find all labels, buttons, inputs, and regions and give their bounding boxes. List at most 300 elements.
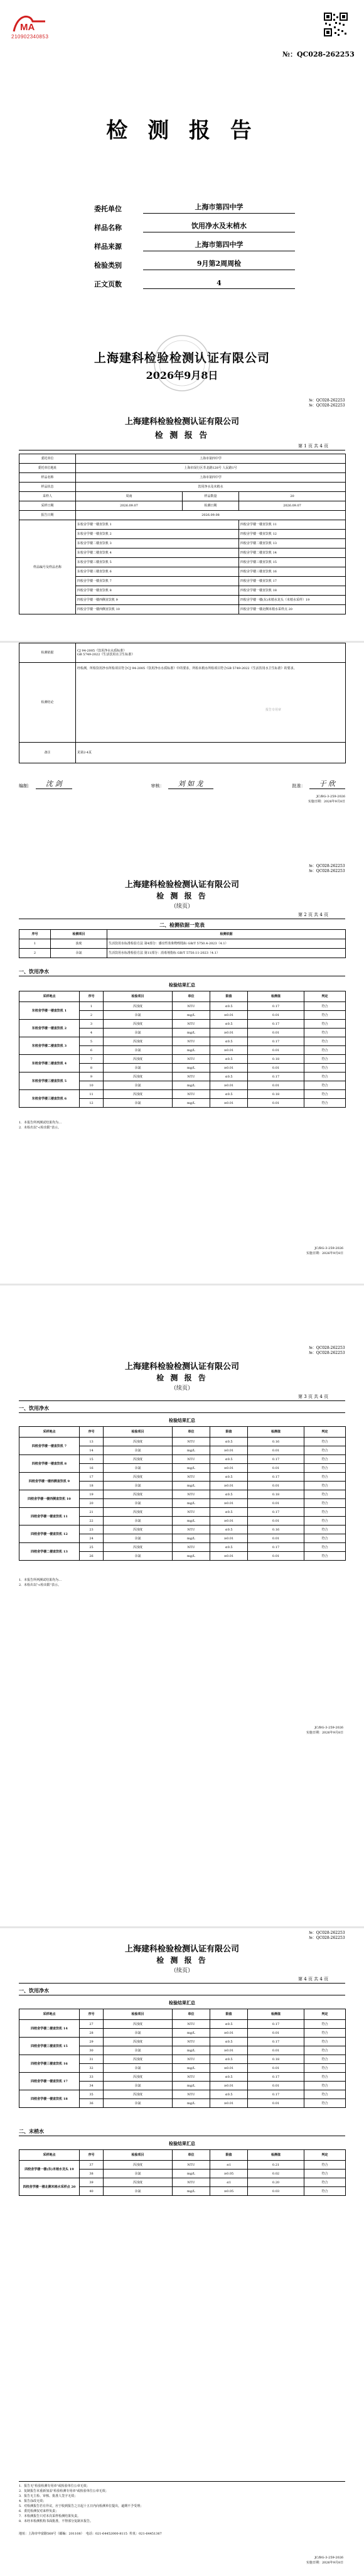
result-cell: 23: [80, 1525, 104, 1534]
report-page-4: [0, 1928, 364, 2576]
result-cell: 符合: [304, 2029, 346, 2038]
result-cell: 浑浊度: [104, 2055, 173, 2064]
result-cell: 符合: [304, 2099, 346, 2108]
result-cell: NTU: [173, 1072, 210, 1081]
result-cell: ≥0.01: [210, 1482, 248, 1490]
result-cell: ≤0.5: [210, 1490, 248, 1499]
result-cell: 0.17: [248, 1002, 304, 1011]
sample-location: 四校舍学楼一楼直饮机 12: [19, 1525, 80, 1543]
result-cell: ≤0.5: [210, 1508, 248, 1517]
report-number: №：QC028-262253: [282, 50, 355, 58]
result-cell: NTU: [173, 1473, 210, 1482]
result-cell: ≤0.5: [210, 1438, 248, 1446]
result-cell: 符合: [304, 1525, 346, 1534]
result-cell: 0.18: [248, 1090, 304, 1099]
conclusion-label: 检测结论: [19, 663, 76, 743]
result-cell: NTU: [173, 2055, 210, 2064]
sample-location: 四校舍学楼一楼(东)末梢水龙头 19: [19, 2161, 80, 2178]
basis-conclusion-table: [19, 643, 346, 763]
result-cell: mg/L: [173, 1029, 210, 1037]
result-cell: 22: [80, 1517, 104, 1525]
cover-row-value: 上海市第四中学: [143, 202, 295, 214]
result-cell: 余氯: [104, 1081, 173, 1090]
result-cell: ≤0.5: [210, 1002, 248, 1011]
result-cell: 0.02: [248, 2169, 304, 2178]
result-cell: 浑浊度: [104, 2073, 173, 2082]
result-cell: 15: [80, 1455, 104, 1464]
table-row: [19, 2020, 346, 2029]
result-cell: 37: [80, 2161, 104, 2169]
sample-name: 四校舍学楼一楼直饮机 8: [76, 586, 239, 596]
results-header-row: [19, 2009, 346, 2020]
result-cell: 21: [80, 1508, 104, 1517]
info-label: 报告日期: [19, 511, 76, 520]
result-cell: ≥0.01: [210, 2046, 248, 2055]
result-cell: ≤0.5: [210, 1020, 248, 1029]
info-row: [19, 492, 346, 501]
result-cell: 32: [80, 2064, 104, 2073]
cover-row-label: 样品来源: [94, 243, 122, 251]
result-cell: 11: [80, 1090, 104, 1099]
table-row: [19, 1438, 346, 1446]
result-cell: 余氯: [104, 1046, 173, 1055]
result-cell: 符合: [304, 2055, 346, 2064]
signature-name: 沈 剑: [36, 778, 72, 789]
results-header: 限值: [210, 2009, 248, 2020]
result-cell: 0.17: [248, 1455, 304, 1464]
result-cell: 25: [80, 1543, 104, 1552]
info-row: [19, 454, 346, 464]
cover-date: 2026年9月8日: [146, 369, 218, 381]
cover-row-value: 饮用净水及末梢水: [143, 221, 295, 232]
basis-header: 序号: [19, 930, 51, 939]
result-cell: 17: [80, 1473, 104, 1482]
report-subtitle-4: 检 测 报 告: [156, 1956, 208, 1965]
results-header: 判定: [304, 1427, 346, 1438]
result-cell: 30: [80, 2046, 104, 2055]
result-cell: 36: [80, 2099, 104, 2108]
result-cell: 0.17: [248, 2020, 304, 2029]
org-header-4: 上海建科检验检测认证有限公司: [124, 1945, 239, 1954]
result-cell: 符合: [304, 2064, 346, 2073]
sample-name: 四校舍学楼三楼直饮机 15: [239, 558, 346, 567]
result-cell: mg/L: [173, 2046, 210, 2055]
sample-name: 四校舍学楼一楼直饮机 7: [76, 577, 239, 586]
results-header: 采样地点: [19, 2150, 80, 2161]
samples-label: 样品编号及样品名称: [19, 520, 76, 614]
result-cell: 14: [80, 1446, 104, 1455]
result-cell: 0.17: [248, 1020, 304, 1029]
statement-item: 5．对检测报告若有异议，应于收到报告之日起十五日内向检测单位提出，逾期不予受理；: [19, 2504, 144, 2508]
result-cell: 8: [80, 1064, 104, 1072]
result-cell: 符合: [304, 1081, 346, 1090]
result-cell: 0.17: [248, 1072, 304, 1081]
result-cell: 26: [80, 1552, 104, 1561]
result-cell: NTU: [173, 1543, 210, 1552]
result-cell: 0.01: [248, 2082, 304, 2090]
result-cell: ≥0.01: [210, 1099, 248, 1108]
result-cell: NTU: [173, 2161, 210, 2169]
qr-code-icon: [324, 13, 348, 36]
table-row: [19, 1455, 346, 1464]
sample-name: 四校舍学楼一楼直饮机 17: [239, 577, 346, 586]
result-cell: NTU: [173, 1455, 210, 1464]
result-cell: 符合: [304, 1099, 346, 1108]
sample-name: 四校舍学楼一楼北侧末梢水采样点 20: [239, 605, 346, 614]
info-value: 上海市第四中学: [76, 473, 346, 483]
statement-item: 2．复制报告未重新加盖"检验检测专用章"或检验单位公章无效；: [19, 2489, 109, 2493]
results-header-row: [19, 991, 346, 1002]
contact-block: 地址：上海市申富路568号（邮编：201108） 电话：021-64452000-8115 传真：021-64451367: [19, 2532, 162, 2536]
result-cell: 浑浊度: [104, 2038, 173, 2046]
result-cell: ≤0.5: [210, 1072, 248, 1081]
results-header: 单位: [173, 1427, 210, 1438]
report-subtitle-3: 检 测 报 告: [156, 1373, 208, 1382]
result-cell: ≤0.5: [210, 1090, 248, 1099]
results-table-title-3: 检验结果汇总: [169, 1417, 195, 1423]
info-label: 委托单位: [19, 454, 76, 464]
basis-table-row: [19, 939, 346, 949]
info-value: 饮用净水及末梢水: [76, 483, 346, 492]
result-cell: ≤0.5: [210, 1455, 248, 1464]
info-label: 检测日期: [183, 501, 239, 511]
cover-row-label: 样品名称: [94, 224, 122, 232]
info-label: 样品数量: [183, 492, 239, 501]
result-cell: NTU: [173, 2038, 210, 2046]
table-row: [19, 2038, 346, 2046]
result-cell: NTU: [173, 1508, 210, 1517]
basis-standard: CJ 94-2005《饮用净水水质标准》: [77, 649, 127, 653]
result-cell: 9: [80, 1072, 104, 1081]
results-header-row: [19, 1427, 346, 1438]
notes-2: 1．本报告所列测试结果均为… 2．未检出以"<检出限"表示。: [19, 1121, 62, 1130]
result-cell: ≥0.01: [210, 1517, 248, 1525]
basis-table: [19, 929, 346, 958]
result-cell: ≥0.01: [210, 1064, 248, 1072]
results-header: 判定: [304, 2150, 346, 2161]
result-cell: mg/L: [173, 1464, 210, 1473]
table-row: [19, 2055, 346, 2064]
result-cell: ≤0.5: [210, 2090, 248, 2099]
sample-row: [19, 520, 346, 530]
report-subtitle-2: 检 测 报 告: [156, 892, 208, 900]
result-cell: 0.17: [248, 2090, 304, 2099]
results-header: 检测值: [248, 2009, 304, 2020]
result-cell: 0.16: [248, 1438, 304, 1446]
sample-location: 东校舍学楼二楼直饮机 3: [19, 1037, 80, 1055]
results-header: 限值: [210, 2150, 248, 2161]
note-row: [19, 743, 346, 763]
result-cell: 符合: [304, 1029, 346, 1037]
continued-label-2: （续页）: [170, 903, 193, 910]
sample-name: 四校舍学楼二楼直饮机 14: [239, 548, 346, 558]
result-cell: 浑浊度: [104, 1490, 173, 1499]
result-cell: mg/L: [173, 2169, 210, 2178]
sample-location: 四校舍学楼一楼北侧末梢水采样点 20: [19, 2178, 80, 2196]
result-cell: 0.01: [248, 2029, 304, 2038]
result-cell: ≤0.5: [210, 1055, 248, 1064]
info-label: 样品名称: [19, 473, 76, 483]
sample-location: 东校舍学楼三楼直饮机 5: [19, 1072, 80, 1090]
result-cell: 浑浊度: [104, 1020, 173, 1029]
basis-cell: 生活饮用水标准检验方法 第11部分：消毒剂指标 GB/T 5750.11-2023（4.1）: [107, 949, 346, 958]
result-cell: mg/L: [173, 1499, 210, 1508]
page-counter: 第 1 页 共 4 页: [298, 444, 329, 449]
result-cell: 0.18: [248, 1490, 304, 1499]
result-cell: mg/L: [173, 2099, 210, 2108]
cover-page: [0, 0, 364, 641]
results-header-row: [19, 2150, 346, 2161]
result-cell: 浑浊度: [104, 1455, 173, 1464]
result-cell: 33: [80, 2073, 104, 2082]
results-table-title-4: 检验结果汇总: [169, 2000, 195, 2006]
result-cell: ≥0.01: [210, 1552, 248, 1561]
result-cell: 0.01: [248, 1081, 304, 1090]
result-cell: 符合: [304, 1072, 346, 1081]
info-value: 2026.09.08: [76, 511, 346, 520]
result-cell: 0.17: [248, 1508, 304, 1517]
info-value: 20: [239, 492, 346, 501]
result-cell: 28: [80, 2029, 104, 2038]
result-cell: 浑浊度: [104, 2090, 173, 2099]
result-cell: 符合: [304, 1046, 346, 1055]
table-row: [19, 2073, 346, 2082]
page-counter-2: 第 2 页 共 4 页: [298, 912, 329, 917]
result-cell: mg/L: [173, 1046, 210, 1055]
result-cell: 符合: [304, 2046, 346, 2055]
results-header: 限值: [210, 991, 248, 1002]
result-cell: 19: [80, 1490, 104, 1499]
sample-location: 东校舍学楼一楼直饮机 2: [19, 1020, 80, 1037]
svg-text:MA: MA: [20, 22, 35, 33]
result-cell: NTU: [173, 2073, 210, 2082]
cover-info-list: [94, 195, 295, 289]
result-cell: 35: [80, 2090, 104, 2099]
result-cell: 10: [80, 1081, 104, 1090]
result-cell: 0.01: [248, 1482, 304, 1490]
result-cell: 0.01: [248, 1046, 304, 1055]
result-cell: 0.17: [248, 1473, 304, 1482]
continued-label-3: （续页）: [170, 1385, 193, 1392]
section-title-3: 一、饮用净水: [19, 1405, 49, 1411]
result-cell: 符合: [304, 1534, 346, 1543]
statement-item: 6．委托检测仅对来样负责；: [19, 2509, 59, 2513]
continued-label-4: （续页）: [170, 1968, 193, 1974]
result-cell: 符合: [304, 2161, 346, 2169]
result-cell: NTU: [173, 1002, 210, 1011]
info-row: [19, 483, 346, 492]
cma-logo-icon: [11, 13, 48, 34]
report-no-block-4: №：QC028-262253 №：QC028-262253: [309, 1931, 345, 1940]
result-cell: 符合: [304, 2187, 346, 2196]
info-row: [19, 464, 346, 473]
conclusion-row: [19, 663, 346, 743]
result-cell: ≤1: [210, 2161, 248, 2169]
report-no-block: №：QC028-262253 №：QC028-262253: [309, 398, 345, 408]
signature-block: [19, 778, 72, 789]
result-cell: 0.17: [248, 2073, 304, 2082]
results-header: 单位: [173, 2009, 210, 2020]
result-cell: NTU: [173, 1090, 210, 1099]
info-label: 样品状态: [19, 483, 76, 492]
result-cell: 符合: [304, 1490, 346, 1499]
result-cell: 余氯: [104, 1482, 173, 1490]
cover-row: [94, 195, 295, 214]
result-cell: 浑浊度: [104, 1525, 173, 1534]
result-cell: NTU: [173, 2020, 210, 2029]
sample-location: 四校舍学楼一楼直饮机 17: [19, 2073, 80, 2090]
result-cell: 4: [80, 1029, 104, 1037]
result-cell: 24: [80, 1534, 104, 1543]
statement-item: 8．未经本检测机构书面批准，不得部分复制本报告。: [19, 2519, 94, 2523]
report-subtitle: 检 测 报 告: [154, 431, 210, 440]
result-cell: 27: [80, 2020, 104, 2029]
result-cell: mg/L: [173, 1482, 210, 1490]
signature-block: [292, 778, 346, 789]
cover-row-value: 4: [143, 279, 295, 289]
result-cell: mg/L: [173, 2064, 210, 2073]
info-value: 上海市第四中学: [76, 454, 346, 464]
info-value: 2026.09.07: [76, 501, 183, 511]
result-cell: NTU: [173, 1438, 210, 1446]
result-cell: 符合: [304, 2178, 346, 2187]
table-row: [19, 1020, 346, 1029]
cover-row: [94, 251, 295, 270]
results-header: 检验项目: [104, 2009, 173, 2020]
table-row: [19, 2090, 346, 2099]
sample-name: 东校舍学楼一楼直饮机 2: [76, 530, 239, 539]
result-cell: 符合: [304, 2090, 346, 2099]
result-cell: 5: [80, 1037, 104, 1046]
info-value: 上海市闵行区莘北路128号 人民路1号: [76, 464, 346, 473]
sample-location: 东校舍学楼三楼直饮机 6: [19, 1090, 80, 1108]
statement-item: 3．报告无主检、审核、批准人签字无效；: [19, 2494, 78, 2498]
basis-table-title: 二、检测依据一览表: [159, 922, 205, 928]
sample-location: 东校舍学楼二楼直饮机 4: [19, 1055, 80, 1072]
result-cell: 符合: [304, 1508, 346, 1517]
result-cell: 符合: [304, 2020, 346, 2029]
results-header: 检验项目: [104, 991, 173, 1002]
table-row: [19, 1508, 346, 1517]
result-cell: NTU: [173, 2090, 210, 2099]
result-cell: 0.01: [248, 1552, 304, 1561]
results-header: 序号: [80, 2009, 104, 2020]
result-cell: 浑浊度: [104, 2178, 173, 2187]
basis-label: 检测依据: [19, 643, 76, 663]
result-cell: 34: [80, 2082, 104, 2090]
result-cell: 余氯: [104, 2029, 173, 2038]
result-cell: NTU: [173, 1525, 210, 1534]
signature-block: [151, 778, 213, 789]
result-cell: mg/L: [173, 1064, 210, 1072]
result-cell: 符合: [304, 1446, 346, 1455]
stamp-label: 报告专用章: [265, 708, 282, 712]
statements-list: [19, 2484, 345, 2524]
results-table-end-water: [19, 2149, 346, 2196]
results-header: 单位: [173, 2150, 210, 2161]
result-cell: 符合: [304, 1002, 346, 1011]
result-cell: ≥0.05: [210, 2169, 248, 2178]
result-cell: 6: [80, 1046, 104, 1055]
results-header: 序号: [80, 1427, 104, 1438]
result-cell: 符合: [304, 1055, 346, 1064]
basis-table-row: [19, 949, 346, 958]
result-cell: mg/L: [173, 2187, 210, 2196]
result-cell: 0.18: [248, 1055, 304, 1064]
sample-name: 东校舍学楼一楼直饮机 1: [76, 520, 239, 530]
cover-row-label: 委托单位: [94, 205, 122, 213]
result-cell: ≤0.5: [210, 2073, 248, 2082]
result-cell: 余氯: [104, 2082, 173, 2090]
sample-location: 四校舍学楼一楼直饮机 7: [19, 1438, 80, 1455]
result-cell: 符合: [304, 1517, 346, 1525]
info-value: 2026.09.07: [239, 501, 346, 511]
page-counter-3: 第 3 页 共 4 页: [298, 1394, 329, 1399]
basis-cell: 生活饮用水标准检验方法 第4部分：感官性状和物理指标 GB/T 5750.4-2023（4.1）: [107, 939, 346, 949]
basis-cell: 浊度: [51, 939, 107, 949]
result-cell: 0.01: [248, 1517, 304, 1525]
sample-location: 四校舍学楼一楼西侧直饮机 10: [19, 1490, 80, 1508]
result-cell: 0.01: [248, 1029, 304, 1037]
sample-name: 四校舍学楼三楼直饮机 16: [239, 567, 346, 577]
result-cell: mg/L: [173, 1011, 210, 1020]
basis-header: 检测项目: [51, 930, 107, 939]
result-cell: 0.16: [248, 1525, 304, 1534]
stamp-icon: [151, 332, 213, 395]
result-cell: 余氯: [104, 1446, 173, 1455]
results-header: 采样地点: [19, 991, 80, 1002]
conclusion-value: [76, 663, 346, 743]
sample-name: 四校舍学楼一楼直饮机 18: [239, 586, 346, 596]
result-cell: mg/L: [173, 1552, 210, 1561]
result-cell: 39: [80, 2178, 104, 2187]
result-cell: 0.01: [248, 1064, 304, 1072]
results-header: 检验项目: [104, 2150, 173, 2161]
result-cell: 16: [80, 1464, 104, 1473]
results-header: 单位: [173, 991, 210, 1002]
report-title: 检 测 报 告: [106, 118, 258, 143]
info-value: 周南: [76, 492, 183, 501]
result-cell: NTU: [173, 2178, 210, 2187]
basis-row: [19, 643, 346, 663]
basis-value: [76, 643, 346, 663]
cover-row-value: 上海市第四中学: [143, 239, 295, 251]
result-cell: NTU: [173, 1037, 210, 1046]
result-cell: ≥0.01: [210, 1534, 248, 1543]
result-cell: 符合: [304, 1037, 346, 1046]
report-page-3: [0, 1285, 364, 1926]
cma-code: 210902340853: [11, 34, 49, 40]
org-header-2: 上海建科检验检测认证有限公司: [124, 880, 239, 890]
result-cell: ≤0.5: [210, 2038, 248, 2046]
results-header: 检测值: [248, 1427, 304, 1438]
results-header: 检验项目: [104, 1427, 173, 1438]
result-cell: ≥0.01: [210, 1499, 248, 1508]
cover-row-label: 检验类别: [94, 261, 122, 270]
note-label: 备注: [19, 743, 76, 763]
sample-name: 四校舍学楼二楼直饮机 13: [239, 539, 346, 548]
results-header: 检测值: [248, 2150, 304, 2161]
result-cell: 符合: [304, 1438, 346, 1446]
result-cell: 浑浊度: [104, 1090, 173, 1099]
result-cell: ≥0.01: [210, 2099, 248, 2108]
result-cell: mg/L: [173, 1517, 210, 1525]
report-no-block-3: №：QC028-262253 №：QC028-262253: [309, 1346, 345, 1355]
results-header: 序号: [80, 2150, 104, 2161]
report-no-block-2: №：QC028-262253 №：QC028-262253: [309, 864, 345, 873]
section-title-4: 一、饮用净水: [19, 1987, 49, 1994]
result-cell: 0.17: [248, 1037, 304, 1046]
